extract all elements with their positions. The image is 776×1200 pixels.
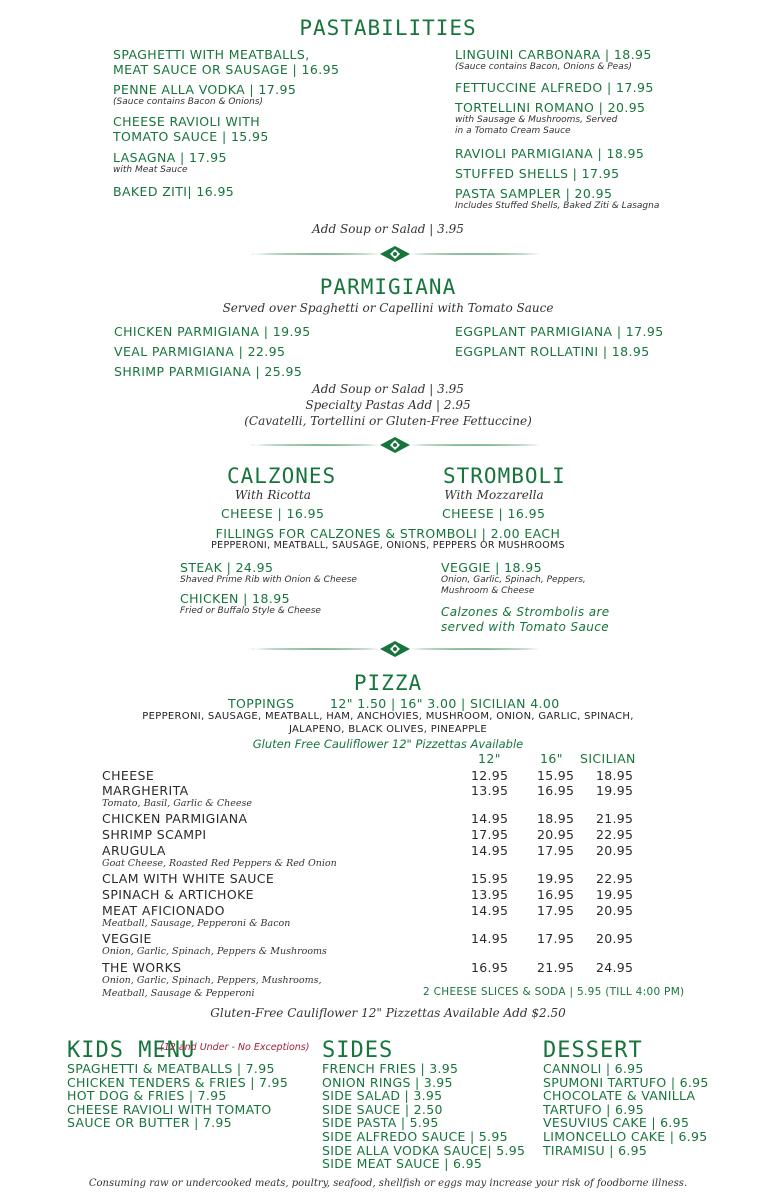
list-item: SAUCE OR BUTTER | 7.95 [67,1115,232,1131]
parmigiana-subtitle: Served over Spaghetti or Capellini with Tomato Sauce [222,301,554,315]
header-sicilian: SICILIAN [580,751,636,766]
toppings-list: JALAPENO, BLACK OLIVES, PINEAPPLE [288,724,488,735]
menu-item: SHRIMP PARMIGIANA | 25.95 [114,364,303,379]
menu-item: EGGPLANT ROLLATINI | 18.95 [455,344,650,359]
pizza-note: Onion, Garlic, Spinach, Peppers, Mushrooms, [102,975,322,986]
price-16: 18.95 [537,811,575,826]
price-16: 17.95 [537,843,575,858]
price-12: 16.95 [471,960,509,975]
price-sicilian: 19.95 [596,783,634,798]
item-note: in a Tomato Cream Sauce [455,126,571,136]
price-sicilian: 22.95 [596,827,634,842]
list-item: SPAGHETTI & MEATBALLS | 7.95 [67,1061,275,1076]
item-note: Fried or Buffalo Style & Cheese [180,606,321,616]
menu-item: PASTA SAMPLER | 20.95 [455,186,613,201]
toppings-prices: 12" 1.50 | 16" 3.00 | SICILIAN 4.00 [330,696,560,711]
header-16: 16" [540,751,563,766]
pizza-name: MEAT AFICIONADO [102,903,225,918]
fillings-left [180,560,357,617]
item-note: Shaved Prime Rib with Onion & Cheese [180,575,357,585]
price-12: 14.95 [471,843,509,858]
menu-item: STUFFED SHELLS | 17.95 [455,166,620,181]
calzones-subtitle: With Ricotta [235,488,311,502]
pizza-title: PIZZA [353,671,423,695]
list-item: SIDE MEAT SAUCE | 6.95 [322,1156,483,1172]
gluten-free-note: Gluten Free Cauliflower 12" Pizzettas Available [252,737,524,751]
pizza-note: Meatball, Sausage & Pepperoni [102,988,255,999]
price-sicilian: 20.95 [596,843,634,858]
list-item: CHICKEN TENDERS & FRIES | 7.95 [67,1074,289,1090]
price-16: 15.95 [537,768,575,783]
header-12: 12" [478,751,501,766]
menu-item: PENNE ALLA VODKA | 17.95 [113,82,297,97]
fillings-right [441,560,610,635]
pizza-note: Onion, Garlic, Spinach, Peppers & Mushrooms [102,946,327,957]
pastabilities-title: PASTABILITIES [299,16,477,40]
list-item: SIDE SALAD | 3.95 [322,1088,443,1104]
pizza-name: SPINACH & ARTICHOKE [102,887,254,902]
pizza-name: MARGHERITA [102,783,189,798]
menu-item: BAKED ZITI| 16.95 [113,184,235,199]
price-16: 16.95 [537,783,575,798]
price-12: 13.95 [471,887,509,902]
stromboli-cheese: CHEESE | 16.95 [442,506,546,521]
menu-item: CHICKEN | 18.95 [180,591,290,606]
price-12: 17.95 [471,827,509,842]
pizza-note: Goat Cheese, Roasted Red Peppers & Red Onion [102,858,337,869]
price-sicilian: 21.95 [596,811,634,826]
gluten-free-bottom: Gluten-Free Cauliflower 12" Pizzettas Available Add $2.50 [210,1006,566,1020]
menu-item: TOMATO SAUCE | 15.95 [113,129,269,144]
list-item: SPUMONI TARTUFO | 6.95 [543,1074,709,1090]
pizza-name: SHRIMP SCAMPI [102,827,207,842]
menu-item: MEAT SAUCE OR SAUSAGE | 16.95 [113,62,340,77]
slices-special: 2 CHEESE SLICES & SODA | 5.95 (TILL 4:00 PM) [423,986,685,998]
item-note: Onion, Garlic, Spinach, Peppers, [441,575,586,585]
pizza-name: CHEESE [102,768,155,783]
price-12: 12.95 [471,768,509,783]
price-sicilian: 22.95 [596,871,634,886]
list-item: FRENCH FRIES | 3.95 [322,1061,459,1076]
item-note: with Sausage & Mushrooms, Served [455,115,618,125]
parm-right-column [455,324,664,359]
list-item: SIDE ALLA VODKA SAUCE| 5.95 [322,1142,526,1158]
item-note: Includes Stuffed Shells, Baked Ziti & Lasagna [455,201,660,211]
item-note: with Meat Sauce [113,165,188,175]
price-16: 17.95 [537,903,575,918]
list-item: CHOCOLATE & VANILLA [543,1088,696,1104]
list-item: CANNOLI | 6.95 [543,1061,644,1076]
list-item: LIMONCELLO CAKE | 6.95 [543,1128,708,1144]
price-16: 20.95 [537,827,575,842]
price-16: 21.95 [537,960,575,975]
list-item: TIRAMISU | 6.95 [543,1142,648,1158]
menu-item: EGGPLANT PARMIGIANA | 17.95 [455,324,664,339]
item-note: Mushroom & Cheese [441,586,535,596]
list-item: VESUVIUS CAKE | 6.95 [543,1115,690,1131]
pizza-name: VEGGIE [102,931,152,946]
fillings-list: PEPPERONI, MEATBALL, SAUSAGE, ONIONS, PEPPERS OR MUSHROOMS [211,540,565,551]
toppings-list: PEPPERONI, SAUSAGE, MEATBALL, HAM, ANCHOVIES, MUSHROOM, ONION, GARLIC, SPINACH, [142,711,634,722]
pizza-note: Meatball, Sausage, Pepperoni & Bacon [102,918,291,929]
stromboli-title: STROMBOLI [443,464,566,488]
ornament-divider [250,641,540,657]
menu-item: CHICKEN PARMIGIANA | 19.95 [114,324,311,339]
parm-left-column [114,324,311,379]
pizza-name: CHICKEN PARMIGIANA [102,811,248,826]
calzones-title: CALZONES [227,464,337,488]
pizza-note: Tomato, Basil, Garlic & Cheese [102,798,253,809]
sides-list [322,1062,525,1171]
pizza-name: THE WORKS [102,960,182,975]
disclaimer: Consuming raw or undercooked meats, poultry, seafood, shellfish or eggs may increase your risk of foodborne illness. [88,1178,688,1189]
fillings-title: FILLINGS FOR CALZONES & STROMBOLI | 2.00 EACH [215,526,561,541]
parm-footer-2: Specialty Pastas Add | 2.95 [305,398,471,412]
price-sicilian: 18.95 [596,768,634,783]
menu-item: FETTUCCINE ALFREDO | 17.95 [455,80,654,95]
pasta-right-column [455,47,659,212]
kids-age-note: (12 and Under - No Exceptions) [160,1042,310,1053]
parm-footer-1: Add Soup or Salad | 3.95 [312,382,464,396]
menu-item: TORTELLINI ROMANO | 20.95 [455,100,646,115]
price-12: 15.95 [471,871,509,886]
dessert-list [543,1062,709,1157]
ornament-divider [250,246,540,262]
list-item: SIDE ALFREDO SAUCE | 5.95 [322,1128,508,1144]
dessert-title: DESSERT [543,1038,643,1063]
kids-title: KIDS MENU [67,1038,196,1063]
price-sicilian: 20.95 [596,903,634,918]
served-note: served with Tomato Sauce [441,620,610,634]
menu-item: RAVIOLI PARMIGIANA | 18.95 [455,146,645,161]
price-12: 14.95 [471,931,509,946]
stromboli-subtitle: With Mozzarella [444,488,544,502]
price-12: 13.95 [471,783,509,798]
item-note: (Sauce contains Bacon, Onions & Peas) [455,62,632,72]
calzone-cheese: CHEESE | 16.95 [221,506,325,521]
menu-item: LASAGNA | 17.95 [113,150,227,165]
pasta-footer: Add Soup or Salad | 3.95 [312,222,464,236]
price-sicilian: 24.95 [596,960,634,975]
item-note: (Sauce contains Bacon & Onions) [113,97,264,107]
kids-list [67,1062,288,1130]
price-sicilian: 19.95 [596,887,634,902]
list-item: TARTUFO | 6.95 [543,1101,644,1117]
list-item: SIDE SAUCE | 2.50 [322,1101,443,1117]
price-16: 19.95 [537,871,575,886]
menu-item: LINGUINI CARBONARA | 18.95 [455,47,652,62]
ornament-divider [250,437,540,453]
sides-title: SIDES [322,1038,394,1063]
served-note: Calzones & Strombolis are [441,605,610,619]
price-16: 16.95 [537,887,575,902]
pizza-name: ARUGULA [102,843,166,858]
menu-item: VEAL PARMIGIANA | 22.95 [114,344,286,359]
menu-item: SPAGHETTI WITH MEATBALLS, [113,47,310,62]
pasta-left-column [113,47,339,199]
parm-footer-3: (Cavatelli, Tortellini or Gluten-Free Fettuccine) [244,414,532,428]
price-sicilian: 20.95 [596,931,634,946]
price-16: 17.95 [537,931,575,946]
menu-item: VEGGIE | 18.95 [441,560,542,575]
price-12: 14.95 [471,903,509,918]
menu-item: STEAK | 24.95 [180,560,274,575]
list-item: ONION RINGS | 3.95 [322,1074,453,1090]
pizza-name: CLAM WITH WHITE SAUCE [102,871,275,886]
list-item: SIDE PASTA | 5.95 [322,1115,439,1131]
list-item: HOT DOG & FRIES | 7.95 [67,1088,227,1104]
toppings-label: TOPPINGS [228,696,295,711]
menu-item: CHEESE RAVIOLI WITH [113,114,261,129]
parmigiana-title: PARMIGIANA [319,275,457,299]
list-item: CHEESE RAVIOLI WITH TOMATO [67,1101,272,1117]
price-12: 14.95 [471,811,509,826]
